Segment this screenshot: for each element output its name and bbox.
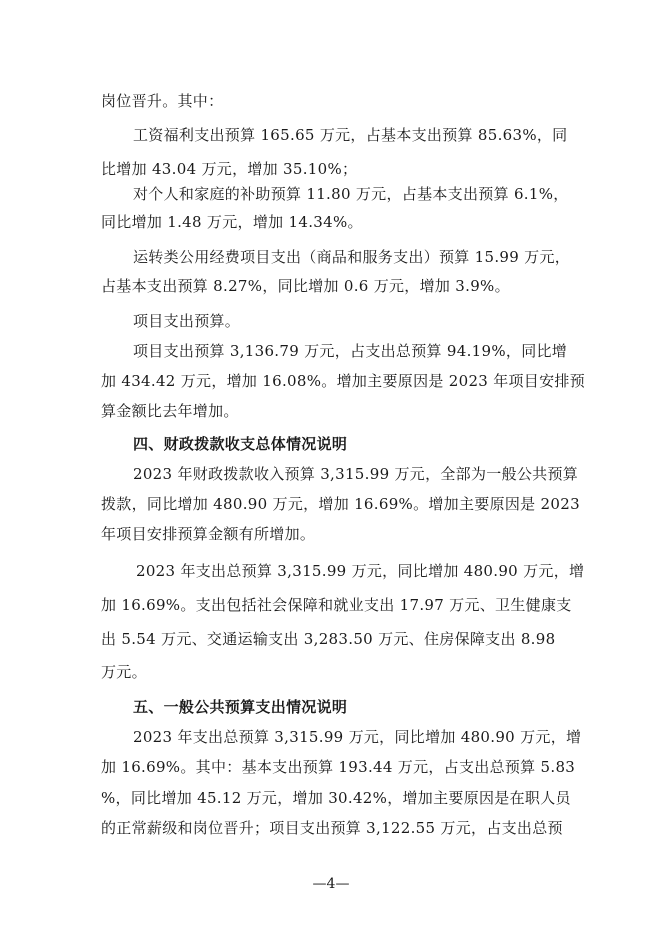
text-line: 年项目安排预算金额有所增加。 <box>101 525 316 543</box>
text-line: 比增加 43.04 万元，增加 35.10%； <box>101 160 358 178</box>
text-line: 对个人和家庭的补助预算 11.80 万元，占基本支出预算 6.1%， <box>133 185 569 203</box>
text-line: 2023 年支出总预算 3,315.99 万元，同比增加 480.90 万元，增 <box>136 562 585 580</box>
text-line: 项目支出预算 3,136.79 万元，占支出总预算 94.19%，同比增 <box>133 342 568 360</box>
text-line: 万元。 <box>101 663 147 681</box>
text-line: 算金额比去年增加。 <box>101 402 239 420</box>
section-heading-4: 四、财政拨款收支总体情况说明 <box>133 435 348 453</box>
text-line: 拨款，同比增加 480.90 万元，增加 16.69%。增加主要原因是 2023 <box>101 495 580 513</box>
text-line: 占基本支出预算 8.27%，同比增加 0.6 万元，增加 3.9%。 <box>101 277 510 295</box>
text-line: 出 5.54 万元、交通运输支出 3,283.50 万元、住房保障支出 8.98 <box>101 630 556 648</box>
text-line: 2023 年支出总预算 3,315.99 万元，同比增加 480.90 万元，增 <box>133 728 582 746</box>
text-line: 的正常薪级和岗位晋升；项目支出预算 3,122.55 万元，占支出总预 <box>101 819 563 837</box>
text-line: 岗位晋升。其中： <box>101 92 224 110</box>
text-line: 2023 年财政拨款收入预算 3,315.99 万元，全部为一般公共预算 <box>133 465 579 483</box>
text-line: 工资福利支出预算 165.65 万元，占基本支出预算 85.63%，同 <box>133 126 568 144</box>
text-line: 同比增加 1.48 万元，增加 14.34%。 <box>101 213 363 231</box>
text-line: 项目支出预算。 <box>133 312 241 330</box>
text-line: 加 434.42 万元，增加 16.08%。增加主要原因是 2023 年项目安排预 <box>101 372 585 390</box>
text-line: 加 16.69%。其中：基本支出预算 193.44 万元，占支出总预算 5.83 <box>101 758 576 776</box>
text-line: 加 16.69%。支出包括社会保障和就业支出 17.97 万元、卫生健康支 <box>101 596 572 614</box>
text-line: 运转类公用经费项目支出（商品和服务支出）预算 15.99 万元， <box>133 248 571 266</box>
page-number: —4— <box>312 876 350 892</box>
text-line: %，同比增加 45.12 万元，增加 30.42%，增加主要原因是在职人员 <box>101 789 571 807</box>
section-heading-5: 五、一般公共预算支出情况说明 <box>133 698 348 716</box>
